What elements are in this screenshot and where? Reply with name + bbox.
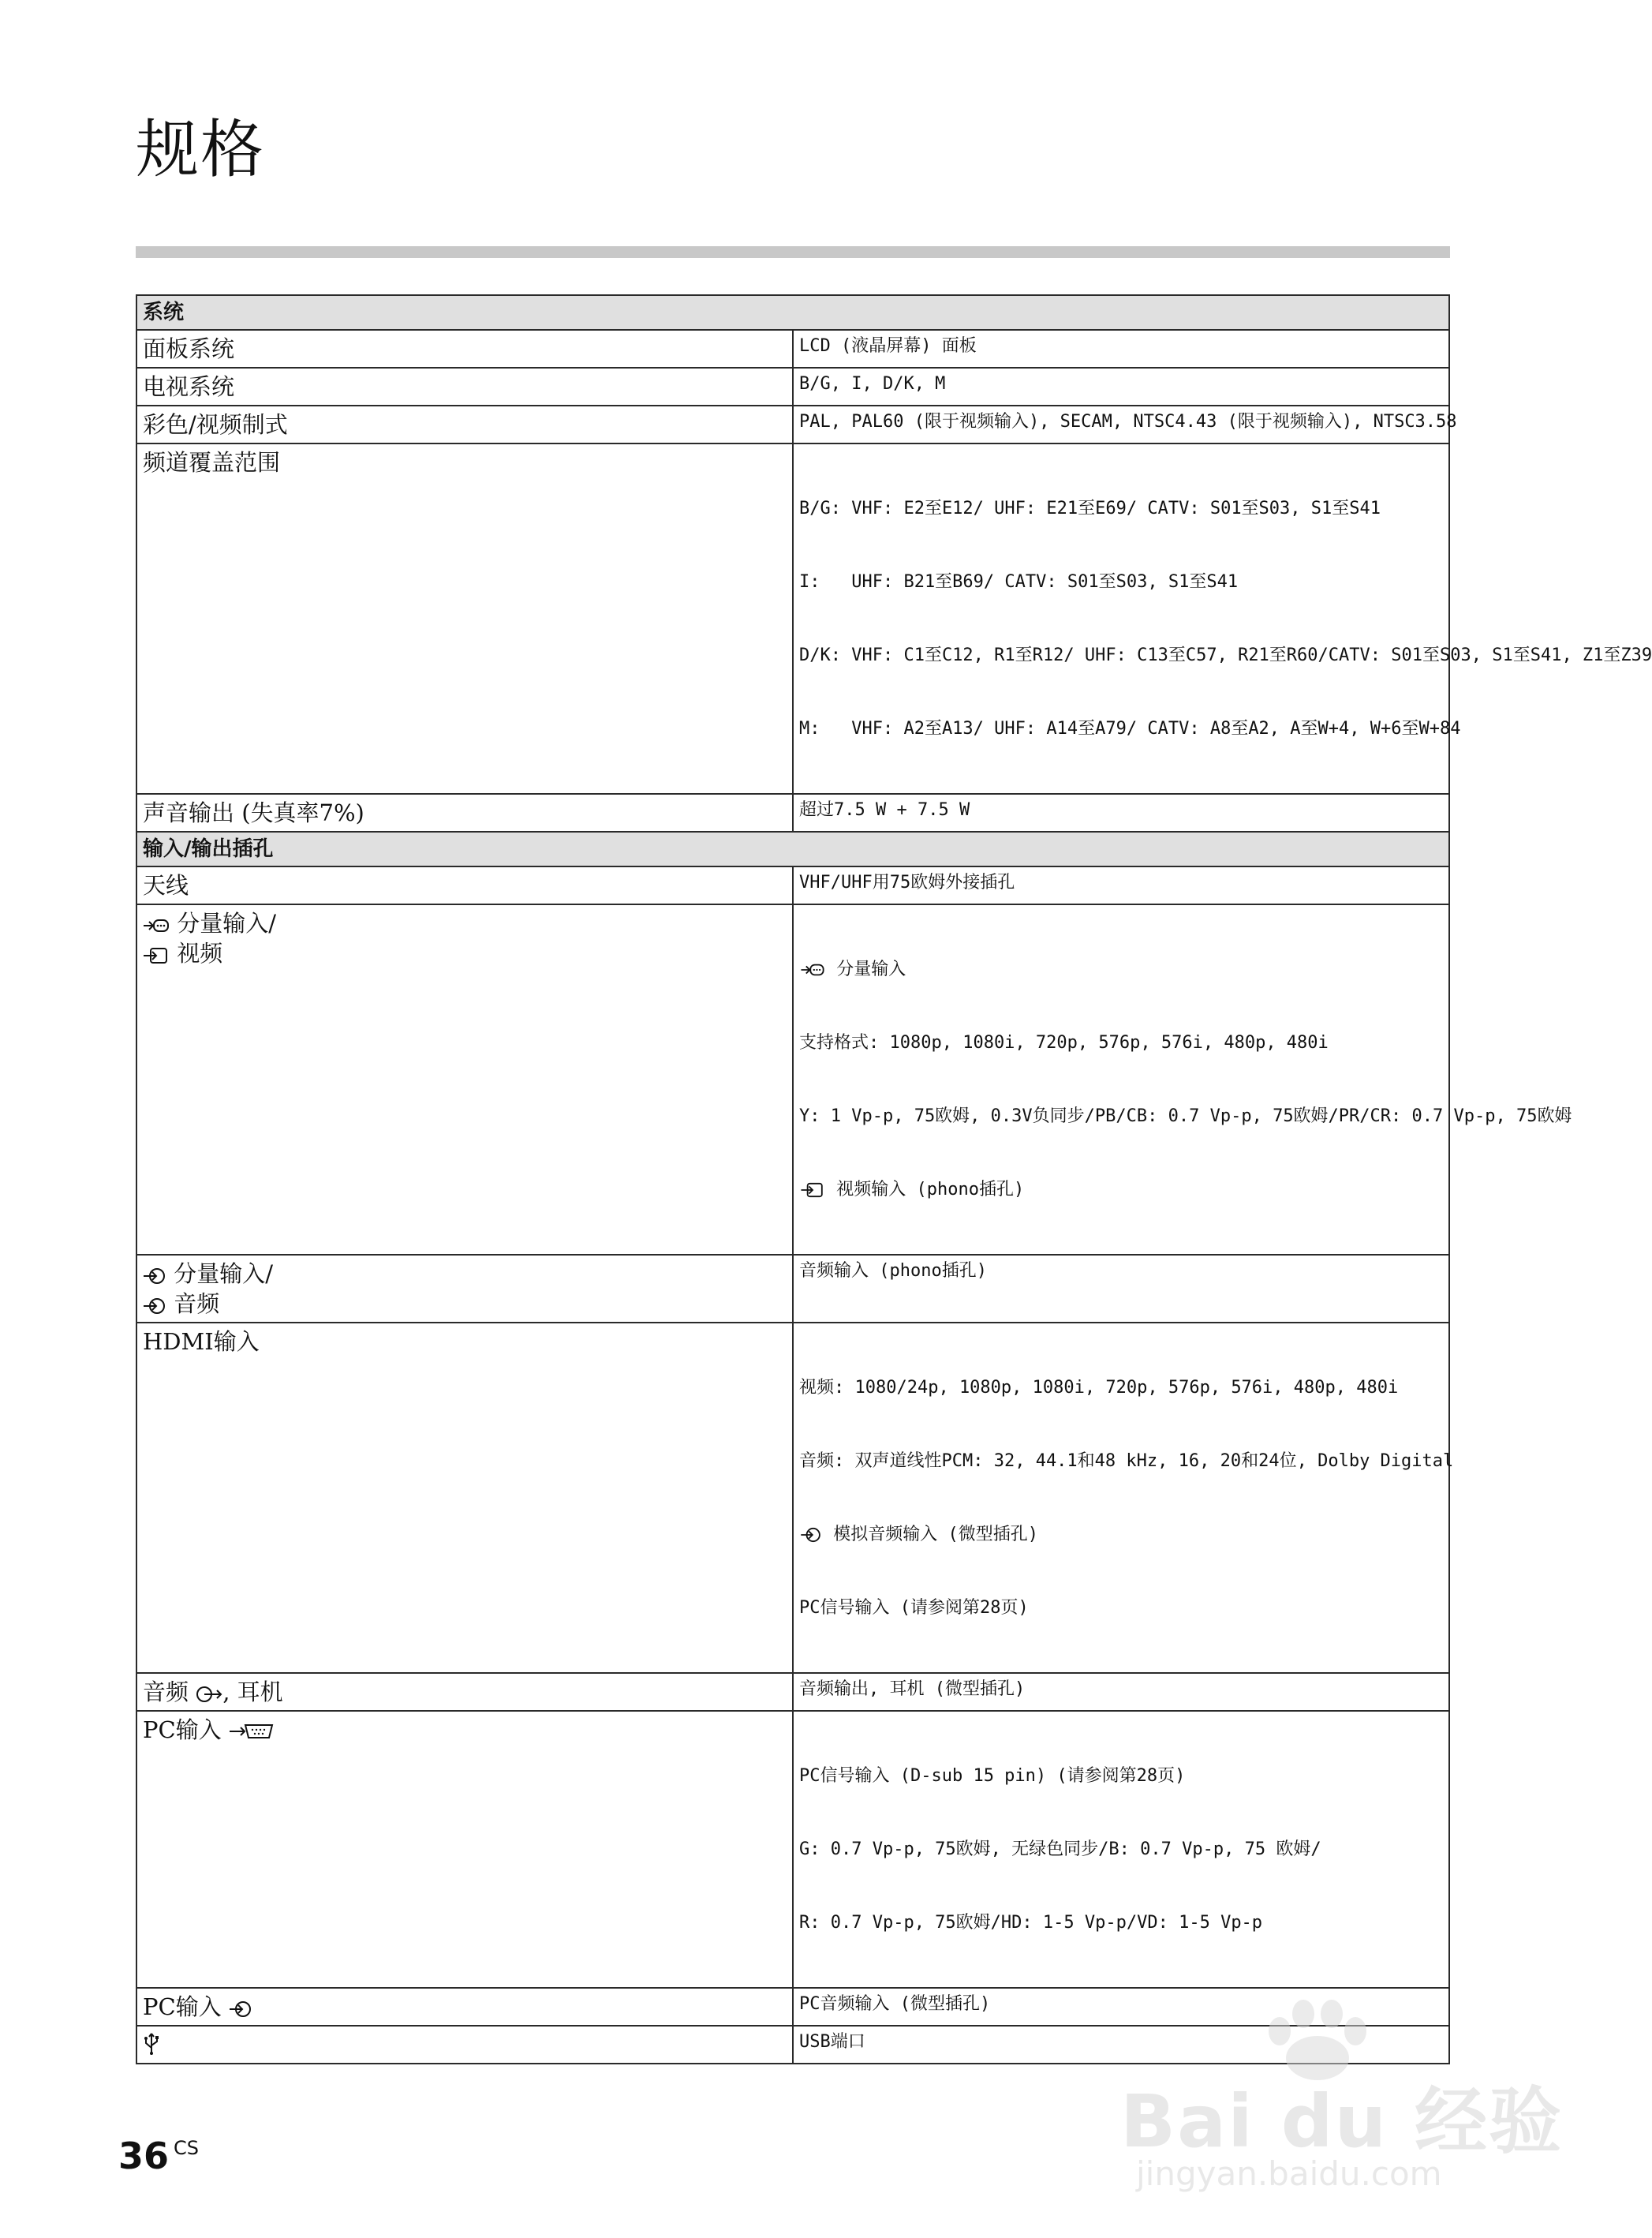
spec-label — [136, 866, 793, 904]
usb-icon — [143, 2032, 160, 2056]
spec-label — [136, 904, 793, 1255]
spec-label-text: 分量输入/ — [177, 910, 276, 937]
spec-label — [136, 406, 793, 443]
spec-value-text: 视频输入 (phono插孔) — [836, 1180, 1025, 1199]
spec-row-pc-input — [136, 1711, 1449, 1988]
spec-value-text: B/G, I, D/K, M — [799, 374, 946, 394]
spec-value-text: 分量输入 — [836, 960, 906, 979]
spec-label-text: 音频 — [143, 1678, 189, 1705]
watermark-url: jingyan.baidu.com — [1136, 2154, 1442, 2193]
spec-label — [136, 1988, 793, 2026]
video-input-icon — [799, 1182, 826, 1198]
spec-value-text: PC信号输入 (请参阅第28页) — [799, 1598, 1029, 1618]
watermark-brand: Bai du 经验 — [1120, 2079, 1564, 2164]
page-title: 规格 — [136, 113, 265, 186]
spec-label-text: 天线 — [143, 872, 189, 899]
spec-label — [136, 1255, 793, 1323]
spec-row-channel-coverage — [136, 443, 1449, 794]
spec-label-text: 彩色/视频制式 — [143, 411, 288, 438]
spec-value-text: 视频: 1080/24p, 1080p, 1080i, 720p, 576p, 576i, 480p, 480i — [799, 1378, 1399, 1398]
spec-value — [793, 1255, 1449, 1323]
audio-input-icon — [143, 1267, 166, 1285]
spec-value-text: VHF/UHF用75欧姆外接插孔 — [799, 873, 1015, 893]
component-input-icon — [799, 962, 826, 978]
spec-label-text: , 耳机 — [222, 1678, 283, 1705]
spec-label — [136, 443, 793, 794]
spec-value-text: 音频: 双声道线性PCM: 32, 44.1和48 kHz, 16, 20和24位, Dolby Digital — [799, 1451, 1454, 1471]
pc-input-icon — [229, 1722, 275, 1741]
section-heading: 输入/输出插孔 — [136, 832, 1449, 866]
component-input-icon — [143, 917, 170, 934]
spec-row-hdmi — [136, 1323, 1449, 1673]
spec-value-text: D/K: VHF: C1至C12, R1至R12/ UHF: C13至C57, R21至R60/CATV: S01至S03, S1至S41, Z1至Z39 — [799, 646, 1652, 665]
spec-value — [793, 794, 1449, 832]
spec-value — [793, 443, 1652, 794]
audio-input-icon — [799, 1527, 823, 1543]
spec-value-text: 音频输出, 耳机 (微型插孔) — [799, 1679, 1026, 1699]
spec-value-text: LCD (液晶屏幕) 面板 — [799, 336, 977, 356]
spec-label-text: PC输入 — [143, 1716, 222, 1743]
spec-value-text: USB端口 — [799, 2032, 865, 2052]
spec-value-text: Y: 1 Vp-p, 75欧姆, 0.3V负同步/PB/CB: 0.7 Vp-p, 75欧姆/PR/CR: 0.7 Vp-p, 75欧姆 — [799, 1106, 1572, 1126]
spec-row-audio-out — [136, 1673, 1449, 1711]
audio-input-icon — [143, 1297, 166, 1315]
audio-input-icon — [229, 2000, 252, 2018]
spec-label — [136, 368, 793, 406]
spec-label — [136, 2026, 793, 2064]
spec-label-text: 频道覆盖范围 — [143, 449, 281, 476]
spec-value-text: 超过7.5 W + 7.5 W — [799, 800, 970, 820]
title-rule — [136, 246, 1450, 258]
spec-row-color-system — [136, 406, 1449, 443]
section-header-io — [136, 832, 1449, 866]
spec-value — [793, 1673, 1449, 1711]
page-number-value: 36 — [118, 2135, 170, 2177]
spec-label-text: 视频 — [177, 940, 223, 967]
baidu-watermark — [1120, 1997, 1564, 2193]
spec-label-text: 电视系统 — [143, 373, 235, 400]
spec-label-text: 声音输出 (失真率7%) — [143, 799, 364, 826]
spec-row-antenna — [136, 866, 1449, 904]
spec-label — [136, 1711, 793, 1988]
spec-value-text: 音频输入 (phono插孔) — [799, 1261, 987, 1281]
spec-value — [793, 866, 1449, 904]
spec-label — [136, 794, 793, 832]
spec-label-text: PC输入 — [143, 1993, 222, 2020]
spec-value — [793, 406, 1457, 443]
spec-label-text: 面板系统 — [143, 335, 235, 362]
spec-label-text: 分量输入/ — [174, 1260, 273, 1287]
spec-row-tv-system — [136, 368, 1449, 406]
spec-value — [793, 330, 1449, 368]
section-header-system — [136, 295, 1449, 330]
spec-label — [136, 330, 793, 368]
spec-value — [793, 1711, 1449, 1988]
spec-label-text: HDMI输入 — [143, 1328, 260, 1355]
spec-label — [136, 1323, 793, 1673]
video-input-icon — [143, 947, 170, 964]
spec-value-text: G: 0.7 Vp-p, 75欧姆, 无绿色同步/B: 0.7 Vp-p, 75 欧姆/ — [799, 1839, 1321, 1859]
page-number — [118, 2135, 199, 2177]
spec-row-sound-output — [136, 794, 1449, 832]
spec-value-text: 模拟音频输入 (微型插孔) — [833, 1525, 1038, 1544]
spec-value-text: B/G: VHF: E2至E12/ UHF: E21至E69/ CATV: S01至S03, S1至S41 — [799, 499, 1381, 518]
spec-value — [793, 904, 1572, 1255]
spec-value-text: M: VHF: A2至A13/ UHF: A14至A79/ CATV: A8至A2, A至W+4, W+6至W+84 — [799, 719, 1461, 739]
spec-value-text: R: 0.7 Vp-p, 75欧姆/HD: 1-5 Vp-p/VD: 1-5 Vp-p — [799, 1913, 1263, 1933]
spec-value-text: 支持格式: 1080p, 1080i, 720p, 576p, 576i, 480p, 480i — [799, 1033, 1329, 1053]
spec-value-text: PAL, PAL60 (限于视频输入), SECAM, NTSC4.43 (限于视频输入), NTSC3.58 — [799, 412, 1457, 432]
section-heading: 系统 — [136, 295, 1449, 330]
spec-value-text: I: UHF: B21至B69/ CATV: S01至S03, S1至S41 — [799, 572, 1239, 592]
spec-value-text: PC信号输入 (D-sub 15 pin) (请参阅第28页) — [799, 1766, 1186, 1786]
page-language: CS — [174, 2137, 200, 2159]
spec-label — [136, 1673, 793, 1711]
spec-value — [793, 1323, 1454, 1673]
spec-label-text: 音频 — [174, 1290, 220, 1317]
spec-table — [136, 294, 1652, 2064]
spec-row-component-audio — [136, 1255, 1449, 1323]
spec-value-text: PC音频输入 (微型插孔) — [799, 1994, 991, 2014]
spec-row-panel-system — [136, 330, 1449, 368]
audio-output-icon — [196, 1686, 222, 1703]
spec-value — [793, 368, 1449, 406]
spec-row-component-video — [136, 904, 1449, 1255]
